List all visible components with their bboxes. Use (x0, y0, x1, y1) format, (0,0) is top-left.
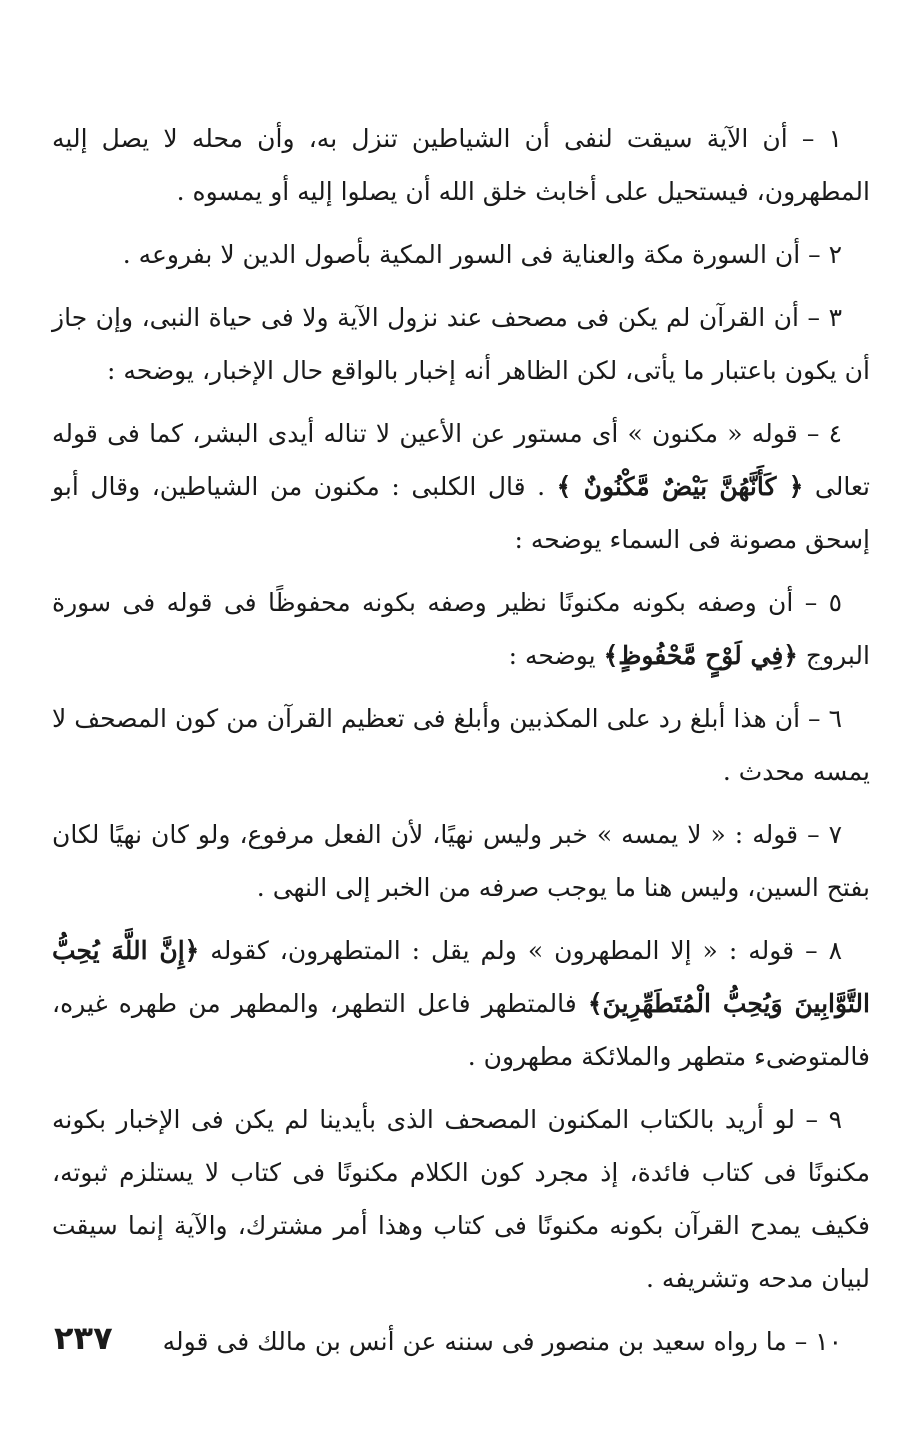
paragraph-5: ٥ – أن وصفه بكونه مكنونًا نظير وصفه بكونه محفوظًا فى قوله فى سورة البروج ﴿فِي لَوْحٍ مَّحْفُوظٍ﴾ يوضحه : (52, 588, 870, 670)
paragraph-4: ٤ – قوله « مكنون » أى مستور عن الأعين لا تناله أيدى البشر، كما فى قوله تعالى ﴿ كَأَنَّهُنَّ بَيْضٌ مَّكْنُونٌ ﴾ . قال الكلبى : مكنون من الشياطين، وقال أبو إسحق مصونة فى السماء يوضحه : (52, 419, 870, 554)
body-text (52, 112, 870, 1378)
paragraph-7: ٧ – قوله : « لا يمسه » خبر وليس نهيًا، لأن الفعل مرفوع، ولو كان نهيًا لكان بفتح السين، وليس هنا ما يوجب صرفه من الخبر إلى النهى . (52, 820, 870, 902)
paragraph-10: ١٠ – ما رواه سعيد بن منصور فى سننه عن أنس بن مالك فى قوله (162, 1327, 842, 1356)
paragraph-8: ٨ – قوله : « إلا المطهرون » ولم يقل : المتطهرون، كقوله ﴿إِنَّ اللَّهَ يُحِبُّ التَّوَّابِينَ وَيُحِبُّ الْمُتَطَهِّرِينَ﴾ فالمتطهر فاعل التطهر، والمطهر من طهره غيره، فالمتوضىء متطهر والملائكة مطهرون . (52, 936, 870, 1071)
quran-quote: ﴿إِنَّ اللَّهَ يُحِبُّ التَّوَّابِينَ وَيُحِبُّ الْمُتَطَهِّرِينَ﴾ (52, 936, 870, 1018)
quran-quote: ﴿فِي لَوْحٍ مَّحْفُوظٍ﴾ (603, 641, 798, 670)
paragraph-2: ٢ – أن السورة مكة والعناية فى السور المكية بأصول الدين لا بفروعه . (122, 240, 842, 269)
page-number: ٢٣٧ (54, 1319, 113, 1357)
paragraph-9: ٩ – لو أريد بالكتاب المكنون المصحف الذى بأيدينا لم يكن فى الإخبار بكونه مكنونًا فى كتاب فائدة، إذ مجرد كون الكلام مكنونًا فى كتاب لا يستلزم ثبوته، فكيف يمدح القرآن بكونه مكنونًا فى كتاب وهذا أمر مشترك، والآية إنما سيقت لبيان مدحه وتشريفه . (52, 1105, 870, 1293)
paragraph-3: ٣ – أن القرآن لم يكن فى مصحف عند نزول الآية ولا فى حياة النبى، وإن جاز أن يكون باعتبار ما يأتى، لكن الظاهر أنه إخبار بالواقع حال الإخبار، يوضحه : (52, 303, 870, 385)
paragraph-6: ٦ – أن هذا أبلغ رد على المكذبين وأبلغ فى تعظيم القرآن من كون المصحف لا يمسه محدث . (52, 704, 870, 786)
paragraph-1: ١ – أن الآية سيقت لنفى أن الشياطين تنزل به، وأن محله لا يصل إليه المطهرون، فيستحيل على أخابث خلق الله أن يصلوا إليه أو يمسوه . (52, 124, 870, 206)
quran-quote: ﴿ كَأَنَّهُنَّ بَيْضٌ مَّكْنُونٌ ﴾ (556, 472, 804, 501)
